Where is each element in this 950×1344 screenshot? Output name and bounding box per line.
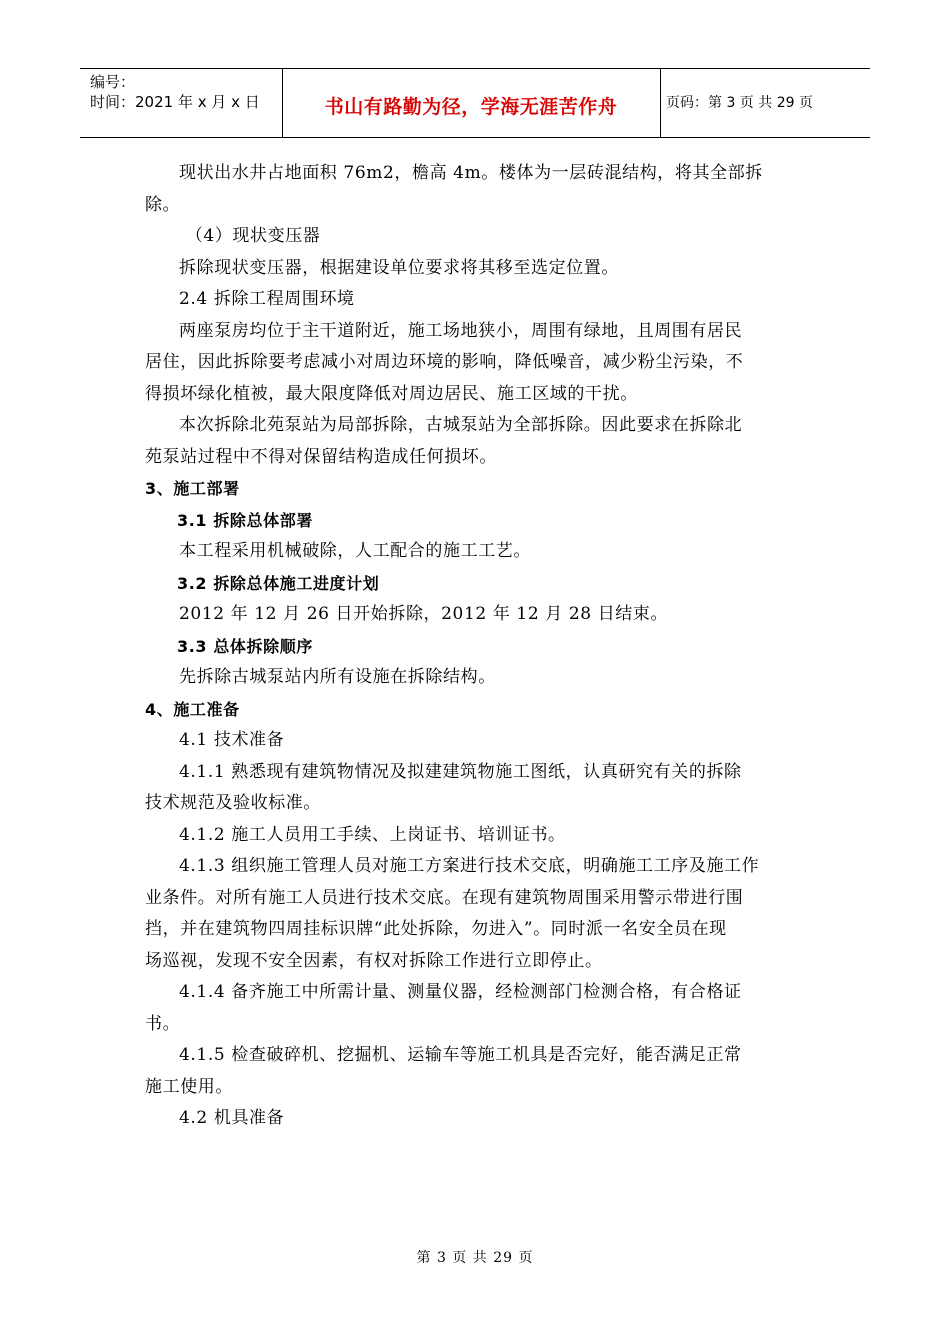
body-line: 苑泵站过程中不得对保留结构造成任何损坏。 bbox=[145, 446, 497, 467]
section-heading: 3、施工部署 bbox=[145, 479, 240, 498]
document-time-label: 时间：2021 年 x 月 x 日 bbox=[90, 93, 260, 111]
header-page-info: 页码：第 3 页 共 29 页 bbox=[666, 95, 813, 111]
body-line: 挡，并在建筑物四周挂标识牌“此处拆除，勿进入”。同时派一名安全员在现 bbox=[145, 919, 727, 939]
body-line: 除。 bbox=[145, 194, 181, 215]
subsection-heading: 4.2 机具准备 bbox=[179, 1108, 285, 1128]
subsection-heading: 4.1 技术准备 bbox=[179, 730, 285, 750]
body-line: 场巡视，发现不安全因素，有权对拆除工作进行立即停止。 bbox=[145, 950, 603, 971]
header-meta-cell bbox=[80, 69, 283, 137]
subsection-heading: 3.1 拆除总体部署 bbox=[177, 510, 313, 530]
body-line: 拆除现状变压器，根据建设单位要求将其移至选定位置。 bbox=[179, 257, 619, 278]
body-line: 居住，因此拆除要考虑减小对周边环境的影响，降低噪音，减少粉尘污染，不 bbox=[145, 352, 744, 372]
document-body bbox=[145, 158, 815, 1135]
body-line: 本工程采用机械破除，人工配合的施工工艺。 bbox=[179, 541, 531, 561]
body-line: 两座泵房均位于主干道附近，施工场地狭小，周围有绿地，且周围有居民 bbox=[179, 320, 743, 341]
header-page-cell bbox=[660, 69, 870, 137]
subsection-heading: 3.2 拆除总体施工进度计划 bbox=[177, 573, 380, 593]
body-line: 4.1.2 施工人员用工手续、上岗证书、培训证书。 bbox=[179, 824, 566, 845]
section-heading: 4、施工准备 bbox=[145, 699, 240, 719]
body-line: 书。 bbox=[145, 1013, 181, 1034]
body-line: 本次拆除北苑泵站为局部拆除，古城泵站为全部拆除。因此要求在拆除北 bbox=[179, 415, 743, 435]
body-line: 先拆除古城泵站内所有设施在拆除结构。 bbox=[179, 667, 496, 687]
body-line: 施工使用。 bbox=[145, 1076, 233, 1097]
body-line: 现状出水井占地面积 76m2，檐高 4m。楼体为一层砖混结构，将其全部拆 bbox=[179, 163, 763, 183]
page-header bbox=[80, 68, 870, 138]
body-line: 4.1.4 备齐施工中所需计量、测量仪器，经检测部门检测合格，有合格证 bbox=[179, 982, 742, 1002]
header-motto: 书山有路勤为径，学海无涯苦作舟 bbox=[324, 96, 618, 118]
subsection-heading: 2.4 拆除工程周围环境 bbox=[179, 289, 355, 309]
body-line: 4.1.3 组织施工管理人员对施工方案进行技术交底，明确施工工序及施工作 bbox=[179, 856, 760, 876]
body-line: 得损坏绿化植被，最大限度降低对周边居民、施工区域的干扰。 bbox=[145, 383, 638, 404]
header-motto-cell bbox=[282, 69, 661, 137]
page-footer: 第 3 页 共 29 页 bbox=[416, 1250, 534, 1266]
subsection-heading: 3.3 总体拆除顺序 bbox=[177, 636, 313, 656]
body-line: 业条件。对所有施工人员进行技术交底。在现有建筑物周围采用警示带进行围 bbox=[145, 887, 744, 908]
body-line: 技术规范及验收标准。 bbox=[145, 793, 321, 813]
document-number-label: 编号： bbox=[90, 73, 136, 91]
body-line: 2012 年 12 月 26 日开始拆除，2012 年 12 月 28 日结束。 bbox=[179, 604, 669, 624]
body-line: 4.1.5 检查破碎机、挖掘机、运输车等施工机具是否完好，能否满足正常 bbox=[179, 1045, 742, 1065]
body-line: 4.1.1 熟悉现有建筑物情况及拟建建筑物施工图纸，认真研究有关的拆除 bbox=[179, 761, 742, 782]
subsection-heading: （4）现状变压器 bbox=[185, 226, 321, 246]
